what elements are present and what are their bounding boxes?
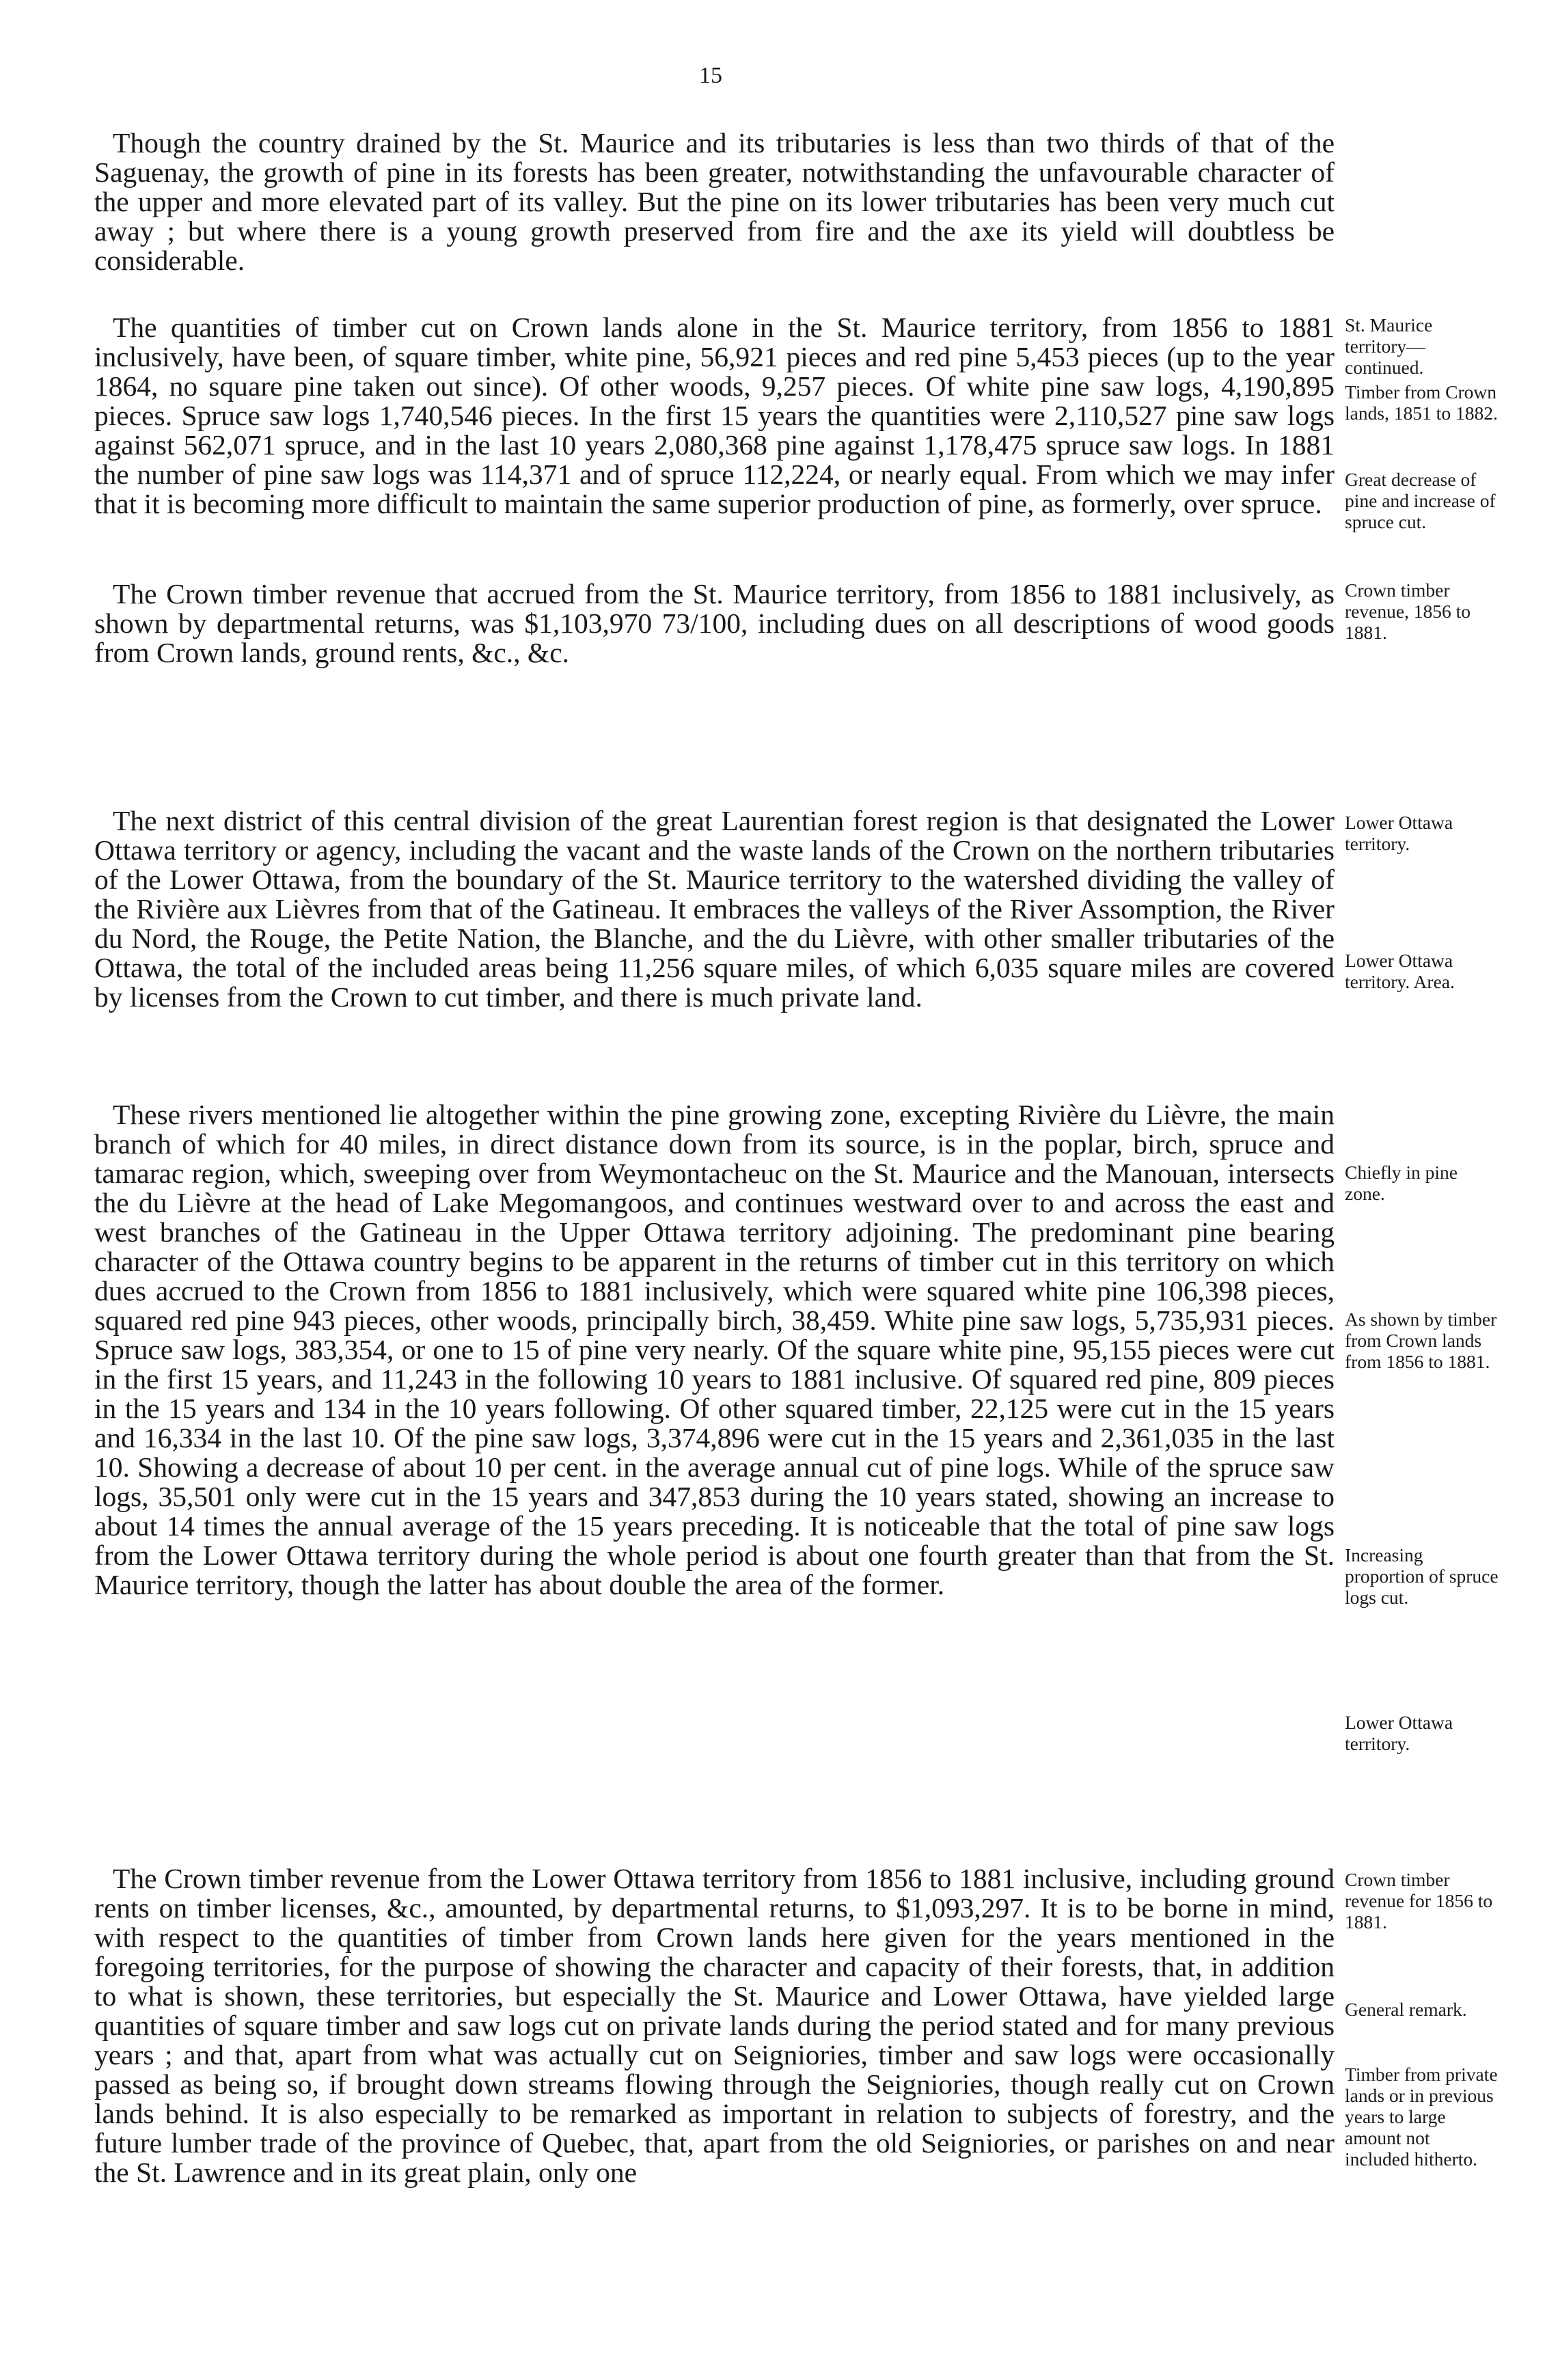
margin-note: Crown timber revenue for 1856 to 1881.	[1345, 1869, 1493, 1932]
body-column	[94, 806, 1335, 2187]
margin-note: St. Maurice territory— continued.	[1345, 314, 1433, 378]
margin-note: General remark.	[1345, 1999, 1467, 2020]
margin-note: Great decrease of pine and increase of spruce cut.	[1345, 469, 1496, 532]
margin-note: Timber from Crown lands, 1851 to 1882.	[1345, 381, 1498, 424]
paragraph: The Crown timber revenue that accrued from the St. Maurice territory, from 1856 to 1881 inclusively, as shown by departmental returns, was $1,103,970 73/100, including dues on all descriptions of wood goods from Crown lands, ground rents, &c., &c.	[94, 578, 1335, 668]
margin-note: Lower Ottawa territory.	[1345, 812, 1453, 854]
margin-note: Timber from private lands or in previous years to large amount not included hitherto.	[1345, 2064, 1498, 2170]
margin-note: Crown timber revenue, 1856 to 1881.	[1345, 579, 1471, 643]
margin-note: As shown by timber from Crown lands from 1856 to 1881.	[1345, 1309, 1497, 1372]
page-number: 15	[699, 63, 722, 88]
paragraph: The quantities of timber cut on Crown lands alone in the St. Maurice territory, from 1856 to 1881 inclusively, have been, of square timber, white pine, 56,921 pieces and red pine 5,453 pieces (up to the year 1864, no square pine taken out since). Of other woods, 9,257 pieces. Of white pine saw logs, 4,190,895 pieces. Spruce saw logs 1,740,546 pieces. In the first 15 years the quantities were 2,110,527 pine saw logs against 562,071 spruce, and in the last 10 years 2,080,368 pine against 1,178,475 spruce saw logs. In 1881 the number of pine saw logs was 114,371 and of spruce 112,224, or nearly equal. From which we may infer that it is becoming more difficult to maintain the same superior production of pine, as formerly, over spruce.	[94, 312, 1335, 519]
margin-note: Lower Ottawa territory. Area.	[1345, 950, 1455, 992]
margin-note: Chiefly in pine zone.	[1345, 1162, 1458, 1204]
paragraph: The Crown timber revenue from the Lower Ottawa territory from 1856 to 1881 inclusive, including ground rents on timber licenses, &c., amounted, by departmental returns, to $1,093,297. It is to be borne in mind, with respect to the quantities of timber from Crown lands here given for the years mentioned in the foregoing territories, for the purpose of showing the character and capacity of their forests, that, in addition to what is shown, these territories, but especially the St. Maurice and Lower Ottawa, have yielded large quantities of square timber and saw logs cut on private lands during the period stated and for many previous years ; and that, apart from what was actually cut on Seigniories, timber and saw logs were occasionally passed as being so, if brought down streams flowing through the Seigniories, though really cut on Crown lands behind. It is also especially to be remarked as important in relation to subjects of forestry, and the future lumber trade of the province of Quebec, that, apart from the old Seigniories, or parishes on and near the St. Lawrence and in its great plain, only one	[94, 1863, 1335, 2188]
paragraph: Though the country drained by the St. Maurice and its tributaries is less than two thirds of that of the Saguenay, the growth of pine in its forests has been greater, notwithstanding the unfavourable character of the upper and more elevated part of its valley. But the pine on its lower tributaries has been very much cut away ; but where there is a young growth preserved from fire and the axe its yield will doubtless be considerable.	[94, 127, 1335, 276]
margin-note: Lower Ottawa territory.	[1345, 1712, 1453, 1754]
body-column	[94, 128, 1335, 668]
paragraph: These rivers mentioned lie altogether within the pine growing zone, excepting Rivière du Lièvre, the main branch of which for 40 miles, in direct distance down from its source, is in the poplar, birch, spruce and tamarac region, which, sweeping over from Weymontacheuc on the St. Maurice and the Manouan, intersects the du Lièvre at the head of Lake Megomangoos, and continues westward over to and across the east and west branches of the Gatineau in the Upper Ottawa territory adjoining. The predominant pine bearing character of the Ottawa country begins to be apparent in the returns of timber cut in this territory on which dues accrued to the Crown from 1856 to 1881 inclusively, which were squared white pine 106,398 pieces, squared red pine 943 pieces, other woods, principally birch, 38,459. White pine saw logs, 5,735,931 pieces. Spruce saw logs, 383,354, or one to 15 of pine very nearly. Of the square white pine, 95,155 pieces were cut in the first 15 years, and 11,243 in the following 10 years to 1881 inclusive. Of squared red pine, 809 pieces in the 15 years and 134 in the 10 years following. Of other squared timber, 22,125 were cut in the 15 years and 16,334 in the last 10. Of the pine saw logs, 3,374,896 were cut in the 15 years and 2,361,035 in the last 10. Showing a decrease of about 10 per cent. in the average annual cut of pine logs. While of the spruce saw logs, 35,501 only were cut in the 15 years and 347,853 during the 10 years stated, showing an increase to about 14 times the annual average of the 15 years preceding. It is noticeable that the total of pine saw logs from the Lower Ottawa territory during the whole period is about one fourth greater than that from the St. Maurice territory, though the latter has about double the area of the former.	[94, 1099, 1335, 1600]
margin-note: Increasing proportion of spruce logs cut.	[1345, 1544, 1499, 1608]
paragraph: The next district of this central division of the great Laurentian forest region is that designated the Lower Ottawa territory or agency, including the vacant and the waste lands of the Crown on the northern tributaries of the Lower Ottawa, from the boundary of the St. Maurice territory to the watershed dividing the valley of the Rivière aux Lièvres from that of the Gatineau. It embraces the valleys of the River Assomption, the River du Nord, the Rouge, the Petite Nation, the Blanche, and the du Lièvre, with other smaller tributaries of the Ottawa, the total of the included areas being 11,256 square miles, of which 6,035 square miles are covered by licenses from the Crown to cut timber, and there is much private land.	[94, 805, 1335, 1013]
